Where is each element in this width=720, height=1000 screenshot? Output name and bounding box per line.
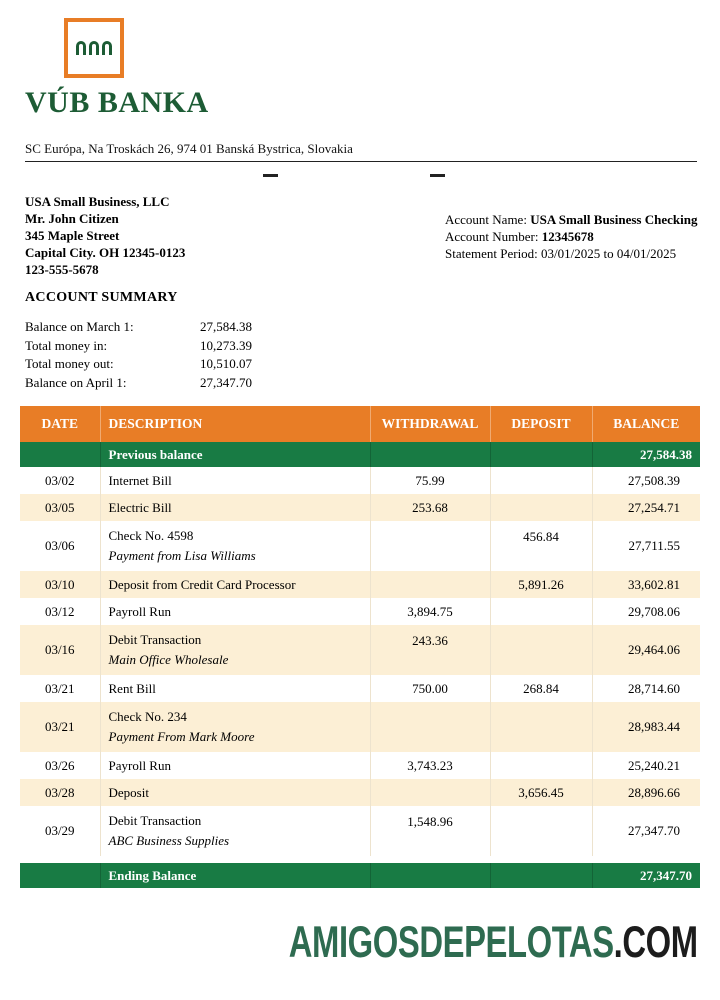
transaction-description [100, 779, 370, 806]
statement-period-label: Statement Period: [445, 246, 538, 261]
summary-label: Total money in: [25, 337, 108, 353]
statement-period-line [445, 245, 697, 262]
transaction-description [100, 521, 370, 571]
transaction-description [100, 702, 370, 752]
fold-mark [430, 174, 445, 177]
transaction-description-main: Check No. 234 [108, 709, 187, 724]
transaction-date: 03/21 [20, 702, 100, 752]
transaction-balance: 33,602.81 [592, 571, 700, 598]
summary-label: Balance on April 1: [25, 374, 127, 390]
transaction-deposit [490, 702, 592, 752]
transaction-deposit [490, 494, 592, 521]
transaction-withdrawal: 75.99 [370, 467, 490, 494]
summary-row [25, 374, 252, 393]
summary-label: Total money out: [25, 356, 114, 371]
ending-balance-row-label: Ending Balance [100, 863, 370, 888]
transaction-deposit [490, 467, 592, 494]
column-header-date: DATE [20, 406, 100, 442]
summary-value: 27,347.70 [200, 374, 252, 390]
vub-logo [64, 18, 124, 78]
logo-arch-icon [76, 41, 86, 55]
transaction-withdrawal [370, 779, 490, 806]
logo-arch-icon [102, 41, 112, 55]
ending-balance-row-amount: 27,347.70 [592, 863, 700, 888]
transaction-withdrawal: 243.36 [370, 625, 490, 675]
summary-row [25, 355, 252, 374]
account-name-label: Account Name: [445, 212, 527, 227]
customer-phone: 123-555-5678 [25, 262, 99, 277]
transaction-date: 03/21 [20, 675, 100, 702]
account-number-line [445, 228, 697, 245]
bank-name: VÚB BANKA [25, 86, 209, 119]
previous-balance-row-deposit-cell [490, 442, 592, 467]
transaction-row [20, 625, 700, 675]
transaction-description-sub: Main Office Wholesale [108, 652, 229, 667]
transaction-balance: 28,714.60 [592, 675, 700, 702]
watermark [289, 918, 698, 968]
statement-period-value: 03/01/2025 to 04/01/2025 [541, 246, 677, 261]
column-header-withdrawal: WITHDRAWAL [370, 406, 490, 442]
ending-balance-row-withdrawal-cell [370, 863, 490, 888]
account-info-block [445, 211, 697, 262]
transaction-deposit: 268.84 [490, 675, 592, 702]
transaction-balance: 27,711.55 [592, 521, 700, 571]
column-header-deposit: DEPOSIT [490, 406, 592, 442]
summary-row [25, 337, 252, 356]
transaction-date: 03/28 [20, 779, 100, 806]
transaction-balance: 29,708.06 [592, 598, 700, 625]
transaction-date: 03/10 [20, 571, 100, 598]
table-spacer [20, 856, 700, 863]
transaction-withdrawal: 3,894.75 [370, 598, 490, 625]
transaction-withdrawal [370, 702, 490, 752]
transaction-description-sub: Payment from Lisa Williams [108, 548, 256, 563]
transaction-deposit [490, 752, 592, 779]
customer-contact: Mr. John Citizen [25, 211, 119, 226]
transaction-description-main: Deposit from Credit Card Processor [108, 576, 296, 592]
watermark-site: AMIGOSDEPELOTAS [289, 917, 615, 967]
summary-value: 27,584.38 [200, 319, 252, 334]
transaction-balance: 29,464.06 [592, 625, 700, 675]
transaction-description [100, 494, 370, 521]
transaction-deposit [490, 625, 592, 675]
transaction-deposit [490, 598, 592, 625]
transaction-description-main: Electric Bill [108, 499, 172, 515]
ending-balance-row-deposit-cell [490, 863, 592, 888]
transaction-description [100, 675, 370, 702]
account-number-label: Account Number: [445, 229, 539, 244]
transaction-row [20, 571, 700, 598]
transaction-withdrawal [370, 521, 490, 571]
ending-balance-row-date-cell [20, 863, 100, 888]
transaction-description-main: Deposit [108, 784, 149, 800]
table-header-row [20, 406, 700, 442]
customer-address-block [25, 193, 185, 278]
transaction-description [100, 571, 370, 598]
transaction-description-sub: ABC Business Supplies [108, 833, 230, 848]
transaction-withdrawal: 750.00 [370, 675, 490, 702]
account-number-value: 12345678 [541, 229, 594, 244]
transaction-description-main: Debit Transaction [108, 632, 202, 647]
transaction-withdrawal: 1,548.96 [370, 806, 490, 856]
transaction-deposit: 5,891.26 [490, 571, 592, 598]
transaction-date: 03/12 [20, 598, 100, 625]
transaction-row [20, 752, 700, 779]
transaction-row [20, 467, 700, 494]
summary-row [25, 318, 252, 337]
account-summary [25, 318, 252, 392]
header-divider [25, 161, 697, 162]
transaction-description [100, 598, 370, 625]
transaction-balance: 27,347.70 [592, 806, 700, 856]
transaction-date: 03/02 [20, 467, 100, 494]
ending-balance-row [20, 863, 700, 888]
transaction-deposit [490, 806, 592, 856]
transaction-withdrawal: 3,743.23 [370, 752, 490, 779]
column-header-description: DESCRIPTION [100, 406, 370, 442]
column-header-balance: BALANCE [592, 406, 700, 442]
transaction-date: 03/26 [20, 752, 100, 779]
transaction-description [100, 806, 370, 856]
transaction-withdrawal: 253.68 [370, 494, 490, 521]
transaction-description-main: Rent Bill [108, 680, 156, 696]
account-summary-title: ACCOUNT SUMMARY [25, 290, 178, 305]
transaction-row [20, 779, 700, 806]
transaction-deposit: 456.84 [490, 521, 592, 571]
transaction-description-main: Payroll Run [108, 603, 171, 619]
previous-balance-row-withdrawal-cell [370, 442, 490, 467]
bank-address: SC Európa, Na Troskách 26, 974 01 Banská Bystrica, Slovakia [25, 141, 353, 156]
transaction-row [20, 675, 700, 702]
transaction-description-main: Check No. 4598 [108, 528, 194, 543]
logo-arch-icon [89, 41, 99, 55]
transaction-description [100, 467, 370, 494]
transaction-row [20, 598, 700, 625]
summary-value: 10,273.39 [200, 337, 252, 353]
transaction-balance: 25,240.21 [592, 752, 700, 779]
summary-value: 10,510.07 [200, 356, 252, 371]
account-name-value: USA Small Business Checking [530, 212, 698, 227]
transaction-row [20, 702, 700, 752]
transaction-row [20, 521, 700, 571]
transaction-description [100, 752, 370, 779]
customer-city: Capital City. OH 12345-0123 [25, 245, 186, 260]
customer-name: USA Small Business, LLC [25, 194, 170, 209]
transaction-date: 03/05 [20, 494, 100, 521]
transaction-withdrawal [370, 571, 490, 598]
transaction-description-sub: Payment From Mark Moore [108, 729, 255, 744]
previous-balance-row-label: Previous balance [100, 442, 370, 467]
transaction-deposit: 3,656.45 [490, 779, 592, 806]
transaction-balance: 28,983.44 [592, 702, 700, 752]
previous-balance-row-date-cell [20, 442, 100, 467]
transaction-description-main: Payroll Run [108, 757, 171, 773]
transaction-date: 03/06 [20, 521, 100, 571]
transactions-table [20, 406, 700, 888]
transaction-date: 03/29 [20, 806, 100, 856]
transaction-row [20, 494, 700, 521]
account-name-line [445, 211, 697, 228]
transactions-body [20, 442, 700, 888]
transaction-date: 03/16 [20, 625, 100, 675]
customer-street: 345 Maple Street [25, 228, 120, 243]
transaction-balance: 27,508.39 [592, 467, 700, 494]
previous-balance-row-amount: 27,584.38 [592, 442, 700, 467]
transaction-description-main: Internet Bill [108, 472, 172, 488]
summary-label: Balance on March 1: [25, 319, 134, 334]
transaction-balance: 27,254.71 [592, 494, 700, 521]
previous-balance-row [20, 442, 700, 467]
transaction-description-main: Debit Transaction [108, 813, 202, 828]
fold-mark [263, 174, 278, 177]
transaction-row [20, 806, 700, 856]
transaction-description [100, 625, 370, 675]
watermark-tld: .COM [614, 917, 698, 967]
transaction-balance: 28,896.66 [592, 779, 700, 806]
